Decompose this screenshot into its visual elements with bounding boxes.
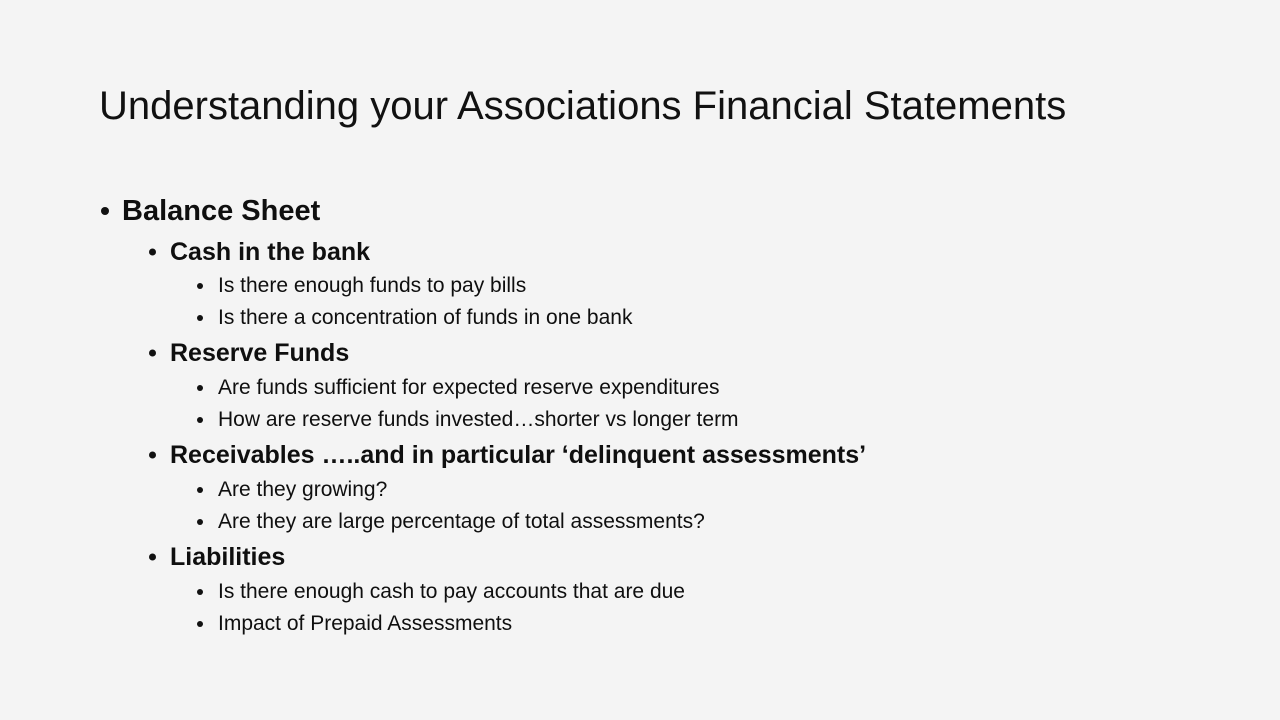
- bullet-dot-icon: [101, 207, 109, 215]
- topic-reserve-funds: [170, 338, 349, 368]
- point-text: Impact of Prepaid Assessments: [218, 612, 513, 635]
- bullet-dot-icon: [149, 452, 156, 459]
- bullet-dot-icon: [149, 350, 156, 357]
- topic-cash-in-bank: [170, 237, 370, 267]
- bullet-dot-icon: [197, 283, 203, 289]
- topic-label: Cash in the bank: [170, 238, 371, 266]
- list-item: [218, 273, 526, 299]
- topic-receivables: [170, 440, 866, 470]
- point-text: Is there enough cash to pay accounts that are due: [218, 580, 685, 603]
- point-text: Is there enough funds to pay bills: [218, 274, 527, 297]
- topic-label: Liabilities: [170, 543, 286, 571]
- point-text: Are funds sufficient for expected reserve expenditures: [218, 376, 720, 399]
- bullet-dot-icon: [197, 417, 203, 423]
- list-item: [218, 477, 387, 503]
- bullet-dot-icon: [197, 385, 203, 391]
- list-item: [218, 407, 739, 433]
- point-text: Are they are large percentage of total assessments?: [218, 510, 705, 533]
- list-item: [218, 305, 632, 331]
- topic-liabilities: [170, 542, 285, 572]
- bullet-dot-icon: [149, 554, 156, 561]
- point-text: Are they growing?: [218, 478, 388, 501]
- bullet-dot-icon: [149, 249, 156, 256]
- bullet-dot-icon: [197, 589, 203, 595]
- point-text: How are reserve funds invested…shorter vs longer term: [218, 408, 739, 431]
- bullet-balance-sheet: [122, 194, 320, 228]
- section-heading: Balance Sheet: [122, 195, 321, 227]
- bullet-dot-icon: [197, 315, 203, 321]
- bullet-dot-icon: [197, 487, 203, 493]
- list-item: [218, 375, 720, 401]
- slide-title: Understanding your Associations Financial Statements: [99, 84, 1067, 128]
- list-item: [218, 579, 685, 605]
- topic-label: Receivables …..and in particular ‘delinquent assessments’: [170, 441, 867, 469]
- list-item: [218, 509, 705, 535]
- bullet-dot-icon: [197, 621, 203, 627]
- topic-label: Reserve Funds: [170, 339, 350, 367]
- list-item: [218, 611, 512, 637]
- bullet-dot-icon: [197, 519, 203, 525]
- point-text: Is there a concentration of funds in one bank: [218, 306, 633, 329]
